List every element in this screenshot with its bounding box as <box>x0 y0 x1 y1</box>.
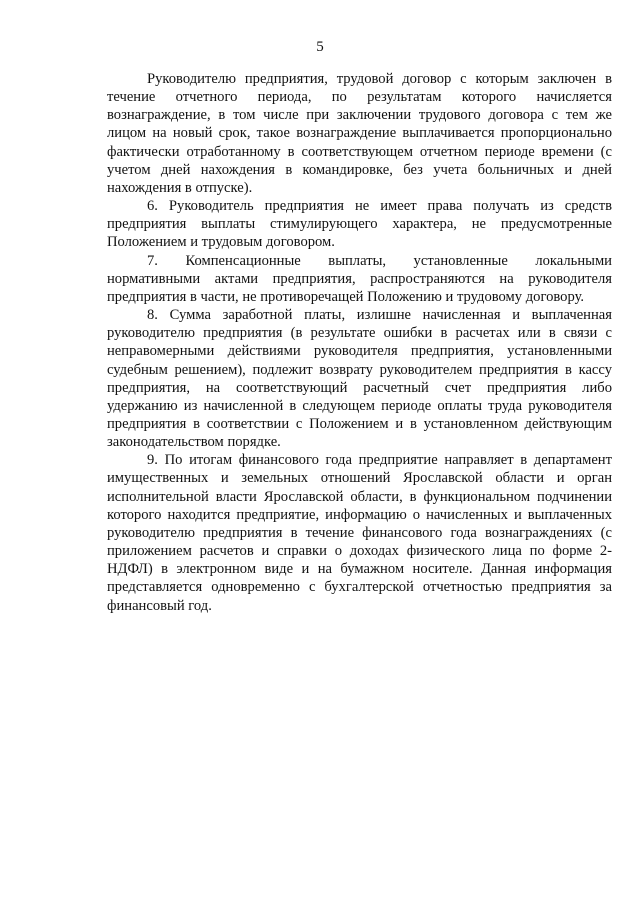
paragraph-item-7: 7. Компенсационные выплаты, установленные локальными нормативными актами предприятия, распространяются на руководителя предприятия в части, не противоречащей Положению и трудовому договору. <box>107 252 612 305</box>
paragraph-item-6: 6. Руководитель предприятия не имеет права получать из средств предприятия выплаты стимулирующего характера, не предусмотренные Положением и трудовым договором. <box>107 198 612 251</box>
document-body <box>107 70 612 615</box>
page-number: 5 <box>316 39 324 55</box>
paragraph-item-9: 9. По итогам финансового года предприятие направляет в департамент имущественных и земельных отношений Ярославской области и орган исполнительной власти Ярославской области, в функциональном подчинении которого находится предприятие, информацию о начисленных и выплаченных руководителю предприятия в течение финансового года вознаграждениях (с приложением расчетов и справки о доходах физического лица по форме 2-НДФЛ) в электронном виде и на бумажном носителе. Данная информация представляется одновременно с бухгалтерской отчетностью предприятия за финансовый год. <box>107 452 612 614</box>
paragraph-continuation: Руководителю предприятия, трудовой договор с которым заключен в течение отчетного периода, по результатам которого начисляется вознаграждение, в том числе при заключении трудового договора с тем же лицом на новый срок, такое вознаграждение выплачивается пропорционально фактически отработанному в соответствующем отчетном периоде времени (с учетом дней нахождения в командировке, без учета больничных и дней нахождения в отпуске). <box>107 71 612 196</box>
paragraph-item-8: 8. Сумма заработной платы, излишне начисленная и выплаченная руководителю предприятия (в результате ошибки в расчетах или в связи с неправомерными действиями руководителя предприятия, установленными судебным решением), подлежит возврату руководителем предприятия в кассу предприятия, на соответствующий расчетный счет предприятия либо удержанию из начисленной в следующем периоде оплаты труда руководителя предприятия в соответствии с Положением и в установленном действующим законодательством порядке. <box>107 307 612 451</box>
